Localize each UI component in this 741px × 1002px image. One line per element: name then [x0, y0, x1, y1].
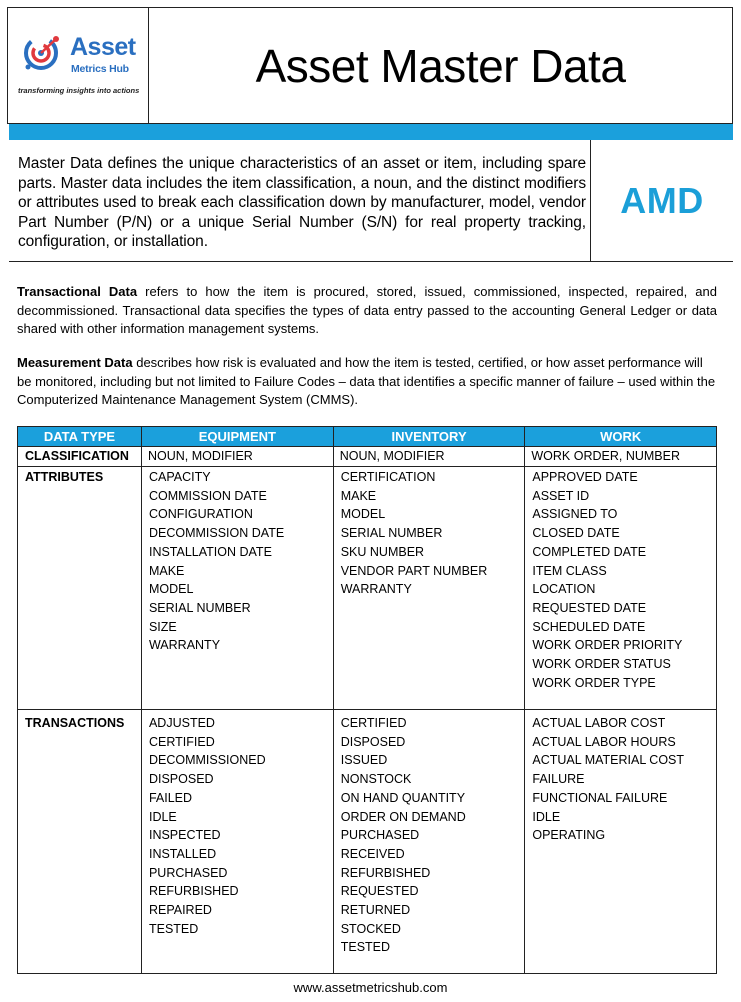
- amd-badge: AMD: [620, 179, 704, 221]
- list-item: PURCHASED: [148, 865, 228, 880]
- measurement-data-term: Measurement Data: [17, 355, 133, 370]
- row-label-attributes: [18, 467, 142, 710]
- list-item: REQUESTED: [340, 884, 419, 899]
- list-item: WORK ORDER STATUS: [532, 657, 671, 672]
- list-item: WORK ORDER TYPE: [532, 675, 656, 690]
- table-header-row: [18, 427, 717, 447]
- logo-word-asset: Asset: [70, 33, 136, 61]
- header-inventory: INVENTORY: [333, 427, 525, 447]
- list-item: COMPLETED DATE: [532, 544, 647, 559]
- list-item: TESTED: [148, 921, 199, 936]
- table-row-transactions: [18, 710, 717, 974]
- list-item: ITEM CLASS: [532, 563, 607, 578]
- list-item: DECOMMISSIONED: [148, 753, 266, 768]
- list-item: IDLE: [148, 809, 177, 824]
- list-item: DISPOSED: [340, 734, 406, 749]
- table-row-classification: [18, 447, 717, 467]
- list-item: CERTIFIED: [148, 734, 215, 749]
- list-item: ACTUAL MATERIAL COST: [532, 753, 685, 768]
- list-item: ADJUSTED: [148, 716, 215, 730]
- list-item: WARRANTY: [148, 638, 221, 653]
- list-item: SERIAL NUMBER: [148, 600, 251, 615]
- list-item: REFURBISHED: [340, 865, 431, 880]
- transactions-equipment: [141, 710, 333, 974]
- list-item: FAILURE: [532, 772, 585, 787]
- list-item: PURCHASED: [340, 828, 420, 843]
- list-item: SKU NUMBER: [340, 544, 425, 559]
- list-item: DECOMMISSION DATE: [148, 526, 285, 541]
- list-item: ORDER ON DEMAND: [340, 809, 466, 824]
- page-title: Asset Master Data: [255, 39, 626, 92]
- list-item: CLOSED DATE: [532, 526, 620, 541]
- logo-word-metrics-hub: Metrics Hub: [71, 63, 129, 75]
- list-item: MAKE: [148, 563, 185, 578]
- list-item: FUNCTIONAL FAILURE: [532, 790, 668, 805]
- row-label-attributes-text: ATTRIBUTES: [25, 470, 104, 484]
- accent-bar: [9, 124, 733, 140]
- list-item: SIZE: [148, 619, 177, 634]
- list-item: VENDOR PART NUMBER: [340, 563, 488, 578]
- transactions-work: [525, 710, 717, 974]
- list-item: RECEIVED: [340, 846, 405, 861]
- list-item: WARRANTY: [340, 582, 412, 597]
- list-item: OPERATING: [532, 828, 606, 843]
- transactional-data-paragraph: [17, 283, 717, 339]
- logo: [8, 8, 149, 123]
- classification-inventory: NOUN, MODIFIER: [333, 447, 525, 467]
- header-equipment: EQUIPMENT: [141, 427, 333, 447]
- list-item: RETURNED: [340, 903, 411, 918]
- list-item: COMMISSION DATE: [148, 488, 267, 503]
- list-item: LOCATION: [532, 582, 596, 597]
- measurement-data-paragraph: [17, 354, 717, 410]
- row-label-classification: CLASSIFICATION: [18, 447, 142, 467]
- document-header: [7, 7, 733, 124]
- attributes-equipment: [141, 467, 333, 710]
- list-item: MAKE: [340, 488, 377, 503]
- list-item: REQUESTED DATE: [532, 600, 647, 615]
- list-item: REFURBISHED: [148, 884, 239, 899]
- list-item: REPAIRED: [148, 903, 212, 918]
- measurement-data-text: describes how risk is evaluated and how the item is tested, certified, or how asset performance will be monitored, including but not limited to Failure Codes – data that identifies a specific manner of failure – used within the Computerized Maintenance Management System (CMMS).: [17, 355, 716, 407]
- list-item: MODEL: [340, 507, 386, 522]
- list-item: INSTALLED: [148, 846, 217, 861]
- header-work: WORK: [525, 427, 717, 447]
- intro-box: [9, 140, 733, 262]
- data-type-table: [17, 426, 717, 974]
- list-item: FAILED: [148, 790, 193, 805]
- classification-equipment: NOUN, MODIFIER: [141, 447, 333, 467]
- table-row-attributes: [18, 467, 717, 710]
- list-item: STOCKED: [340, 921, 401, 936]
- list-item: DISPOSED: [148, 772, 214, 787]
- list-item: SERIAL NUMBER: [340, 526, 443, 541]
- transactions-inventory: [333, 710, 525, 974]
- list-item: ON HAND QUANTITY: [340, 790, 466, 805]
- list-item: ASSIGNED TO: [532, 507, 618, 522]
- list-item: CERTIFIED: [340, 716, 407, 730]
- row-label-transactions-text: TRANSACTIONS: [25, 716, 125, 730]
- transactional-data-text: refers to how the item is procured, stored, issued, commissioned, inspected, repaired, and decommissioned. Transactional data specifies the types of data entry passed to the accounting General Ledger or data shared with other information management systems.: [17, 284, 717, 336]
- list-item: INSPECTED: [148, 828, 221, 843]
- list-item: TESTED: [340, 940, 391, 955]
- intro-text: Master Data defines the unique characteristics of an asset or item, including spare parts. Master data includes the item classification, a noun, and the distinct modifiers or attributes used to break each classification down by manufacturer, model, vendor Part Number (P/N) or a unique Serial Number (S/N) for real property tracking, configuration, or installation.: [18, 155, 586, 250]
- classification-work: WORK ORDER, NUMBER: [525, 447, 717, 467]
- list-item: NONSTOCK: [340, 772, 412, 787]
- list-item: WORK ORDER PRIORITY: [532, 638, 683, 653]
- list-item: ACTUAL LABOR HOURS: [532, 734, 676, 749]
- list-item: APPROVED DATE: [532, 470, 638, 484]
- list-item: ISSUED: [340, 753, 388, 768]
- row-label-transactions: [18, 710, 142, 974]
- list-item: ACTUAL LABOR COST: [532, 716, 666, 730]
- attributes-inventory: [333, 467, 525, 710]
- list-item: CONFIGURATION: [148, 507, 253, 522]
- list-item: SCHEDULED DATE: [532, 619, 646, 634]
- list-item: CAPACITY: [148, 470, 211, 484]
- list-item: MODEL: [148, 582, 194, 597]
- list-item: INSTALLATION DATE: [148, 544, 272, 559]
- attributes-work: [525, 467, 717, 710]
- asset-metrics-hub-logo-icon: [22, 33, 62, 73]
- logo-tagline: transforming insights into actions: [18, 86, 140, 95]
- header-data-type: DATA TYPE: [18, 427, 142, 447]
- list-item: ASSET ID: [532, 488, 590, 503]
- transactional-data-term: Transactional Data: [17, 284, 138, 299]
- list-item: CERTIFICATION: [340, 470, 436, 484]
- list-item: IDLE: [532, 809, 561, 824]
- footer-url[interactable]: www.assetmetricshub.com: [293, 980, 448, 995]
